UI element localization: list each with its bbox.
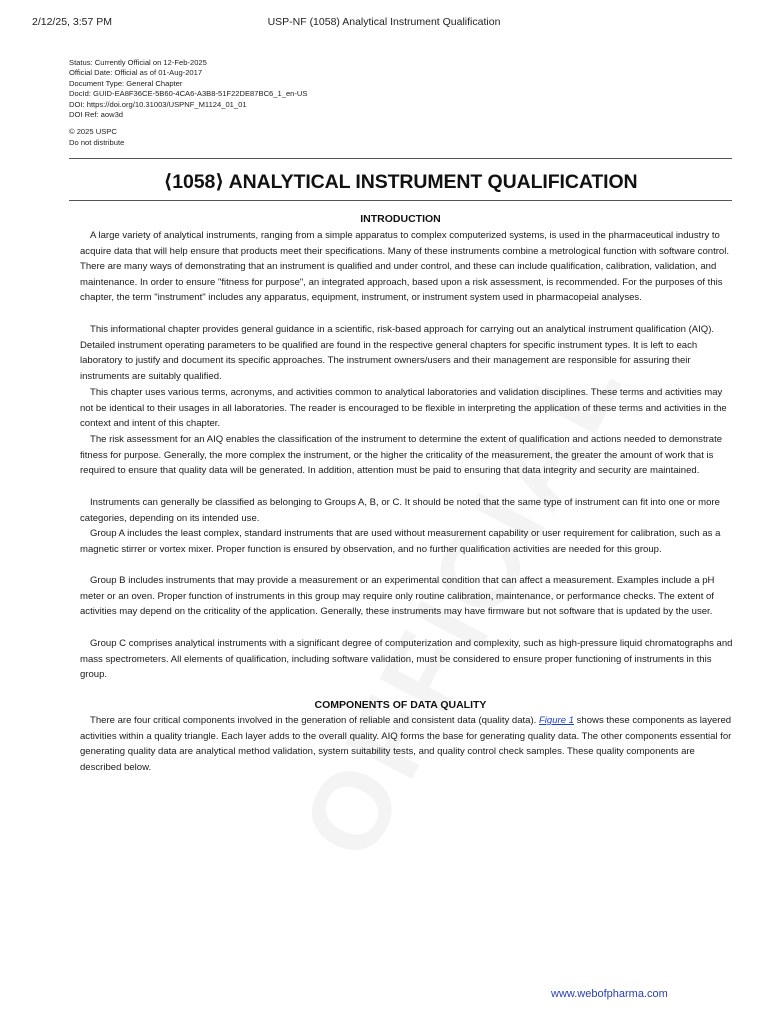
chapter-title: ⟨1058⟩ ANALYTICAL INSTRUMENT QUALIFICATION	[163, 171, 638, 193]
title-divider	[69, 200, 732, 201]
print-header	[0, 16, 768, 32]
intro-paragraph: Instruments can generally be classified as belonging to Groups A, B, or C. It should be noted that the same type of instrument can fit into one or more categories, depending on its intended use.	[80, 497, 720, 524]
official-date-line: Official Date: Official as of 01-Aug-2017	[69, 68, 203, 78]
footer-website-link[interactable]: www.webofpharma.com	[551, 988, 668, 1000]
intro-paragraph: This informational chapter provides general guidance in a scientific, risk-based approach for carrying out an analytical instrument qualification (AIQ). Detailed instrument operating parameters to be qualified are found in the respective general chapters for specific instrument types. It is left to each laboratory to justify and document its specific approaches. The instrument owners/users and their management are responsible for assuring their instruments are suitably qualified.	[80, 324, 715, 382]
components-text-after: shows these components as layered activities within a quality triangle. Each layer adds to the overall quality. AIQ forms the base for generating quality data. The other components essential for generating quality data are analytical method validation, system suitability tests, and quality control check samples. These quality components are described below.	[80, 715, 732, 773]
document-type-line: Document Type: General Chapter	[69, 78, 183, 88]
components-paragraph	[80, 713, 736, 775]
components-heading: COMPONENTS OF DATA QUALITY	[314, 699, 487, 711]
figure-1-link[interactable]: Figure 1	[538, 715, 574, 726]
doi-ref-line: DOI Ref: aow3d	[69, 110, 124, 120]
components-text-before: There are four critical components involved in the generation of reliable and consistent data (quality data).	[90, 715, 539, 726]
intro-paragraph: This chapter uses various terms, acronyms, and activities common to analytical laboratories and validation disciplines. These terms and activities may not be identical to their usages in all laboratories. The reader is encouraged to be flexible in interpreting the application of these terms and activities in the context and intent of this chapter.	[80, 387, 727, 430]
print-page-title: USP-NF (1058) Analytical Instrument Qualification	[267, 16, 501, 28]
status-line: Status: Currently Official on 12-Feb-2025	[69, 58, 207, 67]
intro-paragraph: A large variety of analytical instruments, ranging from a simple apparatus to complex computerized systems, is used in the pharmaceutical industry to acquire data that will help ensure that products meet their specifications. Many of these instruments combine a metrological function with software control. There are many ways of demonstrating that an instrument is qualified and under control, and these can include qualification, calibration, validation, and maintenance. In order to ensure "fitness for purpose", an integrated approach, based upon a risk assessment, is recommended. For the purposes of this chapter, the term "instrument" includes any apparatus, equipment, instrument, or instrument system used in pharmacopeial analyses.	[80, 230, 729, 304]
group-b-paragraph: Group B includes instruments that may provide a measurement or an experimental condition that can affect a measurement. Examples include a pH meter or an oven. Proper function of instruments in this group may require only routine calibration, maintenance, or performance checks. The extent of activities may depend on the criticality of the application. Generally, these instruments may have firmware but not software that is updated by the user.	[80, 575, 715, 618]
intro-paragraph: The risk assessment for an AIQ enables the classification of the instrument to determine the extent of qualification and actions needed to demonstrate fitness for purpose. Generally, the more complex the instrument, or the higher the criticality of the measurement, the greater the amount of work that is required to ensure that quality data will be generated. In addition, attention must be paid to ensuring that data integrity and security are maintained.	[80, 434, 723, 477]
group-a-paragraph: Group A includes the least complex, standard instruments that are used without measurement capability or user requirement for calibration, such as a magnetic stirrer or vortex mixer. Proper function is ensured by observation, and no further qualification activities are needed for this group.	[80, 528, 721, 555]
doc-id-line: DocId: GUID-EA8F36CE-5B60-4CA6-A3B8-51F22DE87BC6_1_en-US	[69, 89, 308, 99]
distribution-line: Do not distribute	[69, 137, 125, 147]
document-metadata	[69, 58, 469, 148]
introduction-heading: INTRODUCTION	[360, 213, 441, 225]
doi-line: DOI: https://doi.org/10.31003/USPNF_M1124_01_01	[69, 99, 247, 109]
copyright-line: © 2025 USPC	[69, 127, 117, 137]
top-divider	[69, 158, 732, 159]
group-c-paragraph: Group C comprises analytical instruments with a significant degree of computerization and complexity, such as high-pressure liquid chromatographs and mass spectrometers. All elements of qualification, including software validation, must be considered to ensure proper functioning of instruments in this group.	[80, 638, 733, 681]
print-datetime: 2/12/25, 3:57 PM	[32, 16, 112, 28]
